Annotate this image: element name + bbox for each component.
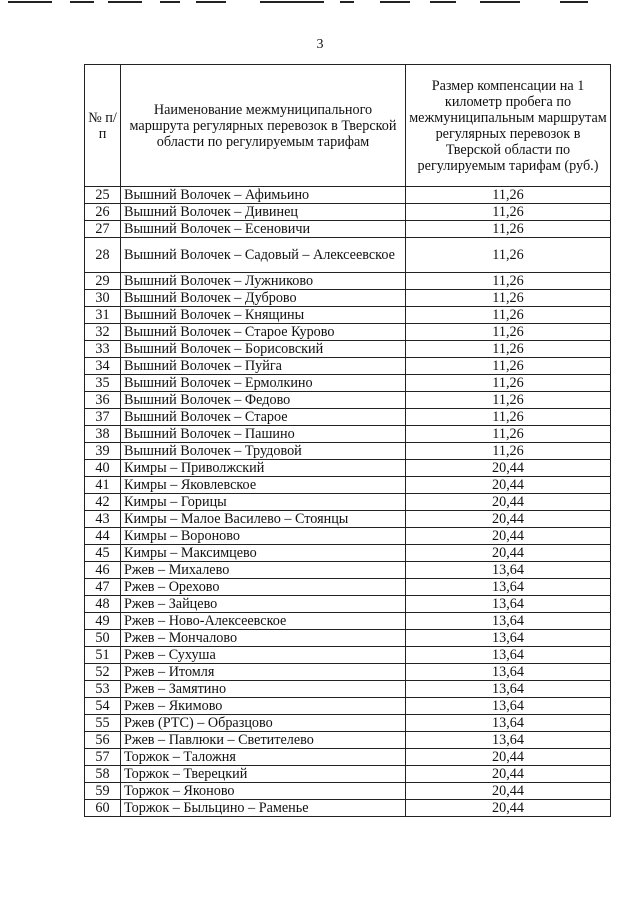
row-route: Вышний Волочек – Ермолкино <box>121 375 406 392</box>
row-rate: 20,44 <box>406 460 611 477</box>
row-number: 44 <box>85 528 121 545</box>
row-rate: 20,44 <box>406 494 611 511</box>
table-row <box>85 341 611 358</box>
table-row <box>85 732 611 749</box>
row-rate: 11,26 <box>406 443 611 460</box>
row-route: Вышний Волочек – Борисовский <box>121 341 406 358</box>
row-route: Вышний Волочек – Пуйга <box>121 358 406 375</box>
row-number: 28 <box>85 238 121 273</box>
row-rate: 13,64 <box>406 613 611 630</box>
table-row <box>85 358 611 375</box>
row-rate: 11,26 <box>406 187 611 204</box>
row-route: Вышний Волочек – Есеновичи <box>121 221 406 238</box>
table-row <box>85 511 611 528</box>
row-number: 26 <box>85 204 121 221</box>
row-number: 33 <box>85 341 121 358</box>
row-route: Ржев – Итомля <box>121 664 406 681</box>
row-route: Ржев – Якимово <box>121 698 406 715</box>
row-rate: 11,26 <box>406 204 611 221</box>
table-row <box>85 221 611 238</box>
row-route: Вышний Волочек – Старое <box>121 409 406 426</box>
table-row <box>85 783 611 800</box>
row-route: Ржев – Павлюки – Светителево <box>121 732 406 749</box>
row-route: Ржев (РТС) – Образцово <box>121 715 406 732</box>
row-rate: 20,44 <box>406 800 611 817</box>
table-row <box>85 409 611 426</box>
row-rate: 13,64 <box>406 596 611 613</box>
row-number: 41 <box>85 477 121 494</box>
row-route: Вышний Волочек – Садовый – Алексеевское <box>121 238 406 273</box>
table-body <box>85 187 611 817</box>
row-route: Кимры – Вороново <box>121 528 406 545</box>
table-row <box>85 324 611 341</box>
table-row <box>85 596 611 613</box>
row-number: 37 <box>85 409 121 426</box>
row-rate: 13,64 <box>406 698 611 715</box>
row-rate: 20,44 <box>406 511 611 528</box>
row-rate: 20,44 <box>406 749 611 766</box>
row-route: Торжок – Тверецкий <box>121 766 406 783</box>
row-route: Вышний Волочек – Княщины <box>121 307 406 324</box>
row-number: 56 <box>85 732 121 749</box>
row-route: Ржев – Замятино <box>121 681 406 698</box>
row-number: 57 <box>85 749 121 766</box>
table-row <box>85 579 611 596</box>
row-number: 43 <box>85 511 121 528</box>
row-rate: 13,64 <box>406 647 611 664</box>
row-number: 51 <box>85 647 121 664</box>
header-route: Наименование межмуниципального маршрута регулярных перевозок в Тверской области по регулируемым тарифам <box>121 65 406 187</box>
row-number: 39 <box>85 443 121 460</box>
row-route: Вышний Волочек – Дуброво <box>121 290 406 307</box>
table-row <box>85 477 611 494</box>
table-row <box>85 392 611 409</box>
table-row <box>85 528 611 545</box>
table-row <box>85 749 611 766</box>
row-route: Торжок – Яконово <box>121 783 406 800</box>
row-number: 45 <box>85 545 121 562</box>
row-route: Кимры – Яковлевское <box>121 477 406 494</box>
table-header-row <box>85 65 611 187</box>
row-rate: 11,26 <box>406 392 611 409</box>
row-route: Ржев – Ново-Алексеевское <box>121 613 406 630</box>
table-row <box>85 613 611 630</box>
row-number: 40 <box>85 460 121 477</box>
row-rate: 11,26 <box>406 221 611 238</box>
table-row <box>85 273 611 290</box>
row-route: Вышний Волочек – Афимьино <box>121 187 406 204</box>
row-rate: 11,26 <box>406 358 611 375</box>
row-number: 30 <box>85 290 121 307</box>
table-row <box>85 800 611 817</box>
table-row <box>85 698 611 715</box>
row-route: Кимры – Малое Василево – Стоянцы <box>121 511 406 528</box>
row-route: Ржев – Михалево <box>121 562 406 579</box>
row-route: Ржев – Мончалово <box>121 630 406 647</box>
row-number: 50 <box>85 630 121 647</box>
row-route: Ржев – Сухуша <box>121 647 406 664</box>
row-route: Вышний Волочек – Старое Курово <box>121 324 406 341</box>
row-rate: 13,64 <box>406 732 611 749</box>
row-route: Вышний Волочек – Пашино <box>121 426 406 443</box>
table-row <box>85 647 611 664</box>
row-rate: 13,64 <box>406 579 611 596</box>
row-number: 36 <box>85 392 121 409</box>
tariff-table <box>84 64 611 817</box>
row-number: 55 <box>85 715 121 732</box>
table-row <box>85 204 611 221</box>
table-row <box>85 664 611 681</box>
row-rate: 20,44 <box>406 766 611 783</box>
table-row <box>85 766 611 783</box>
row-route: Торжок – Таложня <box>121 749 406 766</box>
table-row <box>85 562 611 579</box>
row-rate: 11,26 <box>406 273 611 290</box>
row-rate: 11,26 <box>406 375 611 392</box>
row-route: Вышний Волочек – Федово <box>121 392 406 409</box>
header-rate: Размер компенсации на 1 километр пробега по межмуниципальным маршрутам регулярных перевозок в Тверской области по регулируемым тарифам (руб.) <box>406 65 611 187</box>
row-number: 46 <box>85 562 121 579</box>
row-rate: 13,64 <box>406 630 611 647</box>
row-number: 49 <box>85 613 121 630</box>
row-rate: 20,44 <box>406 477 611 494</box>
row-rate: 11,26 <box>406 290 611 307</box>
row-number: 32 <box>85 324 121 341</box>
table-row <box>85 290 611 307</box>
header-number: № п/п <box>85 65 121 187</box>
table-row <box>85 443 611 460</box>
row-route: Кимры – Горицы <box>121 494 406 511</box>
row-number: 60 <box>85 800 121 817</box>
row-number: 42 <box>85 494 121 511</box>
row-number: 47 <box>85 579 121 596</box>
table-row <box>85 375 611 392</box>
row-route: Торжок – Быльцино – Раменье <box>121 800 406 817</box>
row-rate: 11,26 <box>406 341 611 358</box>
row-number: 48 <box>85 596 121 613</box>
row-number: 25 <box>85 187 121 204</box>
table-row <box>85 187 611 204</box>
row-number: 52 <box>85 664 121 681</box>
table-row <box>85 630 611 647</box>
row-number: 38 <box>85 426 121 443</box>
table-row <box>85 426 611 443</box>
table-row <box>85 494 611 511</box>
row-rate: 11,26 <box>406 426 611 443</box>
table-row <box>85 460 611 477</box>
row-number: 58 <box>85 766 121 783</box>
page-number: 3 <box>316 37 324 52</box>
row-number: 34 <box>85 358 121 375</box>
row-route: Ржев – Орехово <box>121 579 406 596</box>
row-number: 31 <box>85 307 121 324</box>
row-rate: 11,26 <box>406 238 611 273</box>
row-rate: 13,64 <box>406 715 611 732</box>
row-route: Вышний Волочек – Дивинец <box>121 204 406 221</box>
row-rate: 13,64 <box>406 664 611 681</box>
table-row <box>85 545 611 562</box>
row-rate: 11,26 <box>406 409 611 426</box>
table-row <box>85 307 611 324</box>
row-route: Вышний Волочек – Лужниково <box>121 273 406 290</box>
row-route: Кимры – Приволжский <box>121 460 406 477</box>
row-route: Кимры – Максимцево <box>121 545 406 562</box>
row-number: 29 <box>85 273 121 290</box>
table-row <box>85 715 611 732</box>
row-rate: 13,64 <box>406 562 611 579</box>
row-route: Вышний Волочек – Трудовой <box>121 443 406 460</box>
row-number: 27 <box>85 221 121 238</box>
row-number: 53 <box>85 681 121 698</box>
row-number: 54 <box>85 698 121 715</box>
row-rate: 20,44 <box>406 528 611 545</box>
row-rate: 20,44 <box>406 545 611 562</box>
row-number: 59 <box>85 783 121 800</box>
row-rate: 13,64 <box>406 681 611 698</box>
row-route: Ржев – Зайцево <box>121 596 406 613</box>
table-row <box>85 681 611 698</box>
row-number: 35 <box>85 375 121 392</box>
row-rate: 11,26 <box>406 324 611 341</box>
row-rate: 20,44 <box>406 783 611 800</box>
row-rate: 11,26 <box>406 307 611 324</box>
scan-top-marks <box>0 0 640 6</box>
table-row <box>85 238 611 273</box>
